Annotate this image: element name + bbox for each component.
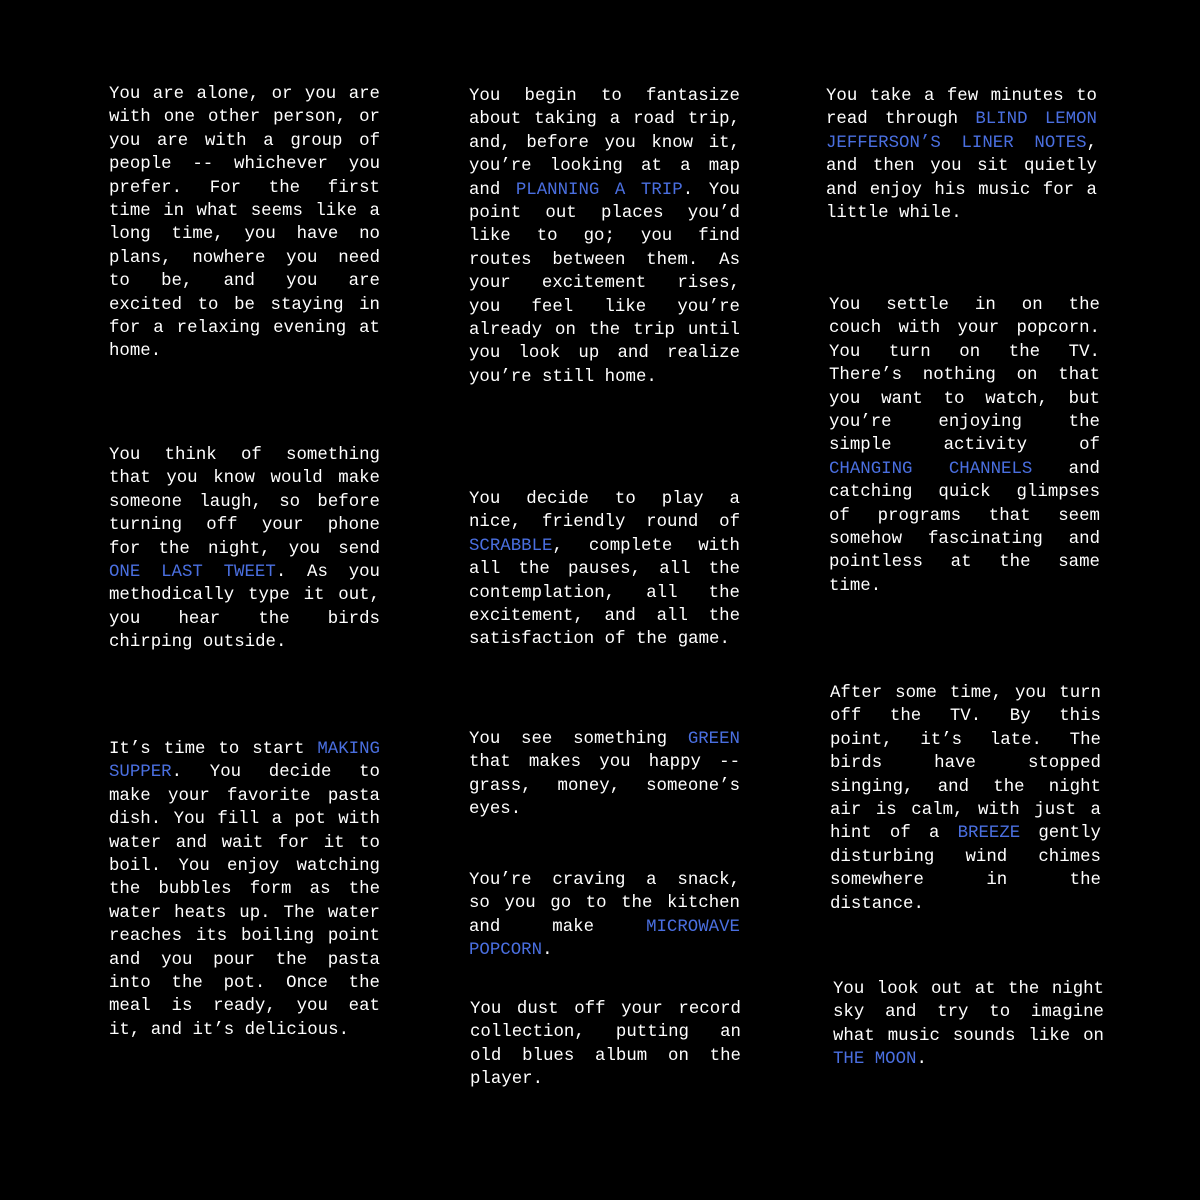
link-microwave-popcorn[interactable]: MICROWAVE POPCORN — [469, 917, 740, 961]
paragraph-text: . As you methodically type it out, you hear the birds chirping outside. — [109, 563, 380, 653]
story-paragraph-alone — [109, 83, 380, 364]
paragraph-text: You take a few minutes to read through — [826, 87, 1097, 130]
link-changing-channels[interactable]: CHANGING CHANNELS — [829, 459, 1033, 479]
story-paragraph-records — [470, 998, 741, 1092]
story-paragraph-snack — [469, 869, 740, 963]
story-paragraph-liner-notes — [826, 85, 1097, 225]
paragraph-text: and catching quick glimpses of programs that seem somehow fascinating and pointless at the same time. — [829, 459, 1100, 596]
link-the-moon[interactable]: THE MOON — [833, 1050, 917, 1070]
paragraph-text: You look out at the night sky and try to imagine what music sounds like on — [833, 980, 1104, 1046]
paragraph-text: After some time, you turn off the TV. By this point, it’s late. The birds have stopped singing, and the night air is calm, with just a hint of a — [830, 684, 1101, 844]
story-paragraph-scrabble — [469, 488, 740, 652]
paragraph-text: . You decide to make your favorite pasta dish. You fill a pot with water and wait for it to boil. You enjoy watching the bubbles form as the water heats up. The water reaches its boiling point and you pour the pasta into the pot. Once the meal is ready, you eat it, and it’s delicious. — [109, 763, 380, 1040]
paragraph-text: , and then you sit quietly and enjoy his music for a little while. — [826, 133, 1097, 224]
story-paragraph-breeze — [830, 682, 1101, 916]
paragraph-text: that makes you happy -- grass, money, someone’s eyes. — [469, 753, 740, 820]
story-paragraph-supper — [109, 738, 380, 1042]
story-paragraph-tv — [829, 294, 1100, 598]
paragraph-text: It’s time to start — [109, 740, 318, 759]
paragraph-text: You begin to fantasize about taking a road trip, and, before you know it, you’re looking at a map and — [469, 87, 740, 200]
paragraph-text: , complete with all the pauses, all the contemplation, all the excitement, and all the satisfaction of the game. — [469, 536, 740, 650]
link-scrabble[interactable]: SCRABBLE — [469, 536, 553, 556]
paragraph-text: You dust off your record collection, putting an old blues album on the player. — [470, 1000, 741, 1090]
paragraph-text: gently disturbing wind chimes somewhere in the distance. — [830, 824, 1101, 914]
link-planning-a-trip[interactable]: PLANNING A TRIP — [515, 180, 683, 200]
link-green[interactable]: GREEN — [687, 730, 740, 749]
story-paragraph-green — [469, 728, 740, 822]
paragraph-text: . — [916, 1050, 927, 1070]
story-paragraph-road-trip — [469, 85, 740, 389]
link-liner-notes[interactable]: BLIND LEMON JEFFERSON’S LINER NOTES — [826, 110, 1097, 153]
paragraph-text: You see something — [469, 730, 688, 749]
story-paragraph-moon — [833, 978, 1104, 1072]
paragraph-text: You decide to play a nice, friendly round of — [469, 490, 740, 533]
paragraph-text: You think of something that you know would make someone laugh, so before turning off your phone for the night, you send — [109, 446, 380, 559]
story-paragraph-tweet — [109, 444, 380, 655]
paragraph-text: . You point out places you’d like to go; you find routes between them. As your excitement rises, you feel like you’re already on the trip until you look up and realize you’re still home. — [469, 180, 740, 387]
paragraph-text: You are alone, or you are with one other person, or you are with a group of people -- whichever you prefer. For the first time in what seems like a long time, you have no plans, nowhere you need to be, and you are excited to be staying in for a relaxing evening at home. — [109, 85, 380, 362]
link-one-last-tweet[interactable]: ONE LAST TWEET — [109, 563, 276, 583]
paragraph-text: You’re craving a snack, so you go to the kitchen and make — [469, 871, 740, 937]
paragraph-text: You settle in on the couch with your popcorn. You turn on the TV. There’s nothing on that you want to watch, but you’re enjoying the simple activity of — [829, 296, 1100, 456]
paragraph-text: . — [542, 941, 553, 961]
link-making-supper[interactable]: MAKING SUPPER — [109, 740, 380, 783]
link-breeze[interactable]: BREEZE — [957, 824, 1021, 844]
